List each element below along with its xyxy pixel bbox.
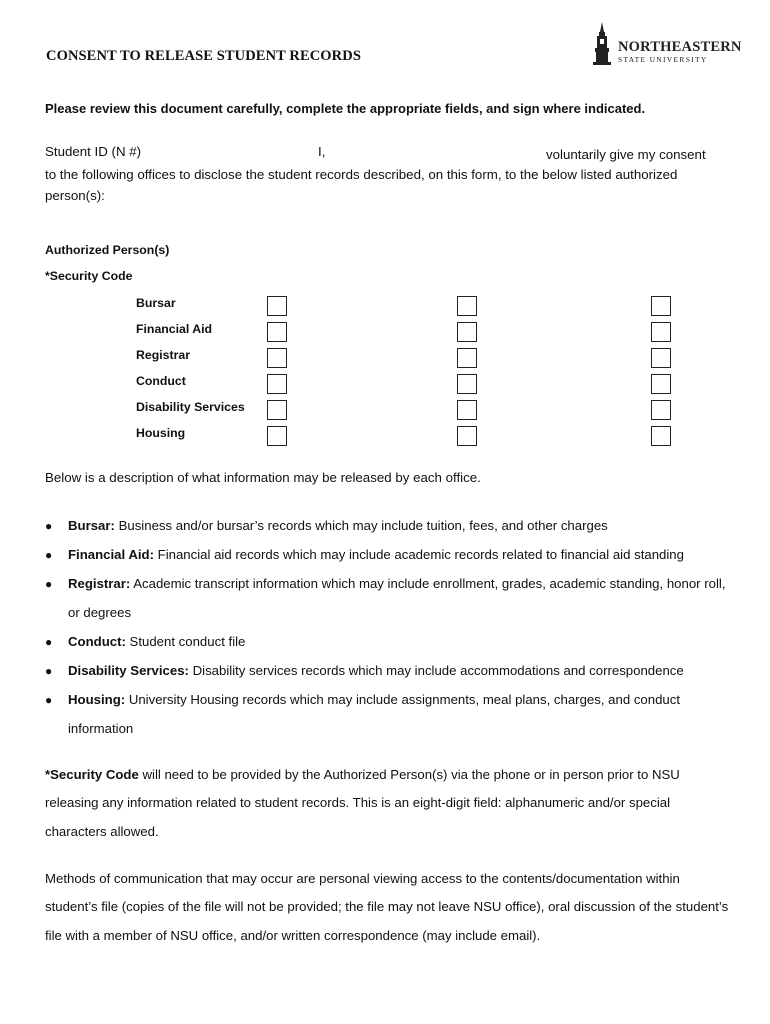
intro-instructions: Please review this document carefully, complete the appropriate fields, and sign where indicated. [45,101,646,116]
description-text: Student conduct file [129,633,246,649]
checkbox-financial-aid-1[interactable] [267,322,287,342]
description-term: Disability Services: [68,662,189,678]
name-label: I, [318,144,326,159]
logo-name: NORTHEASTERN [618,39,742,55]
description-term: Registrar: [68,576,131,592]
list-item [45,541,735,570]
checkbox-conduct-1[interactable] [267,374,287,394]
list-item [45,657,735,686]
office-descriptions-list [45,512,735,744]
consent-line-3: person(s): [45,188,105,203]
checkbox-bursar-1[interactable] [267,296,287,316]
checkbox-disability-services-1[interactable] [267,400,287,420]
security-code-label: *Security Code [45,269,133,283]
page-title: CONSENT TO RELEASE STUDENT RECORDS [46,48,361,64]
checkbox-registrar-3[interactable] [651,348,671,368]
office-label-bursar: Bursar [136,296,176,310]
office-label-disability-services: Disability Services [136,400,245,414]
security-code-text: will need to be provided by the Authorized Person(s) via the phone or in person prior to NSU releasing any information related to student records. This is an eight-digit field: alphanumeric and/or special characters allowed. [45,767,680,839]
bullet-icon: ● [45,548,53,563]
description-text: Business and/or bursar’s records which may include tuition, fees, and other charges [118,518,608,533]
security-code-note [45,761,735,846]
bullet-icon: ● [45,634,53,649]
checkbox-housing-1[interactable] [267,426,287,446]
university-logo [618,40,742,64]
list-item [45,512,735,541]
consent-line-2: to the following offices to disclose the student records described, on this form, to the below listed authorized [45,167,678,182]
description-term: Housing: [68,692,126,708]
checkbox-conduct-2[interactable] [457,374,477,394]
description-text: University Housing records which may include assignments, meal plans, charges, and conduct information [68,692,681,736]
bullet-icon: ● [45,519,53,533]
checkbox-conduct-3[interactable] [651,374,671,394]
office-label-financial-aid: Financial Aid [136,322,213,336]
authorized-person-label: Authorized Person(s) [45,243,170,257]
office-label-registrar: Registrar [136,348,190,362]
description-text: Academic transcript information which may include enrollment, grades, academic standing, honor roll, or degrees [68,576,726,620]
communication-methods-paragraph: Methods of communication that may occur are personal viewing access to the contents/documentation within student’s file (copies of the file will not be provided; the file may not leave NSU office), oral discussion of the student’s file with a member of NSU office, and/or written correspondence (may include email). [45,871,729,943]
description-term: Bursar: [68,518,115,533]
checkbox-housing-3[interactable] [651,426,671,446]
checkbox-registrar-2[interactable] [457,348,477,368]
bullet-icon: ● [45,693,53,708]
description-term: Conduct: [68,633,126,649]
checkbox-financial-aid-3[interactable] [651,322,671,342]
bullet-icon: ● [45,577,53,592]
student-id-label: Student ID (N #) [45,144,142,159]
description-text: Disability services records which may include accommodations and correspondence [192,662,684,678]
list-item [45,570,735,627]
bullet-icon: ● [45,663,53,678]
description-term: Financial Aid: [68,547,154,563]
list-item [45,628,735,657]
checkbox-disability-services-3[interactable] [651,400,671,420]
office-label-conduct: Conduct [136,374,186,388]
description-intro: Below is a description of what information may be released by each office. [45,470,481,485]
checkbox-disability-services-2[interactable] [457,400,477,420]
list-item [45,686,735,743]
logo-subtitle: STATE UNIVERSITY [618,55,708,64]
description-text: Financial aid records which may include academic records related to financial aid standing [157,547,684,563]
security-code-term: *Security Code [45,767,139,782]
checkbox-registrar-1[interactable] [267,348,287,368]
consent-text: voluntarily give my consent [546,147,706,162]
checkbox-financial-aid-2[interactable] [457,322,477,342]
checkbox-bursar-3[interactable] [651,296,671,316]
checkbox-housing-2[interactable] [457,426,477,446]
office-label-housing: Housing [136,426,186,440]
checkbox-bursar-2[interactable] [457,296,477,316]
